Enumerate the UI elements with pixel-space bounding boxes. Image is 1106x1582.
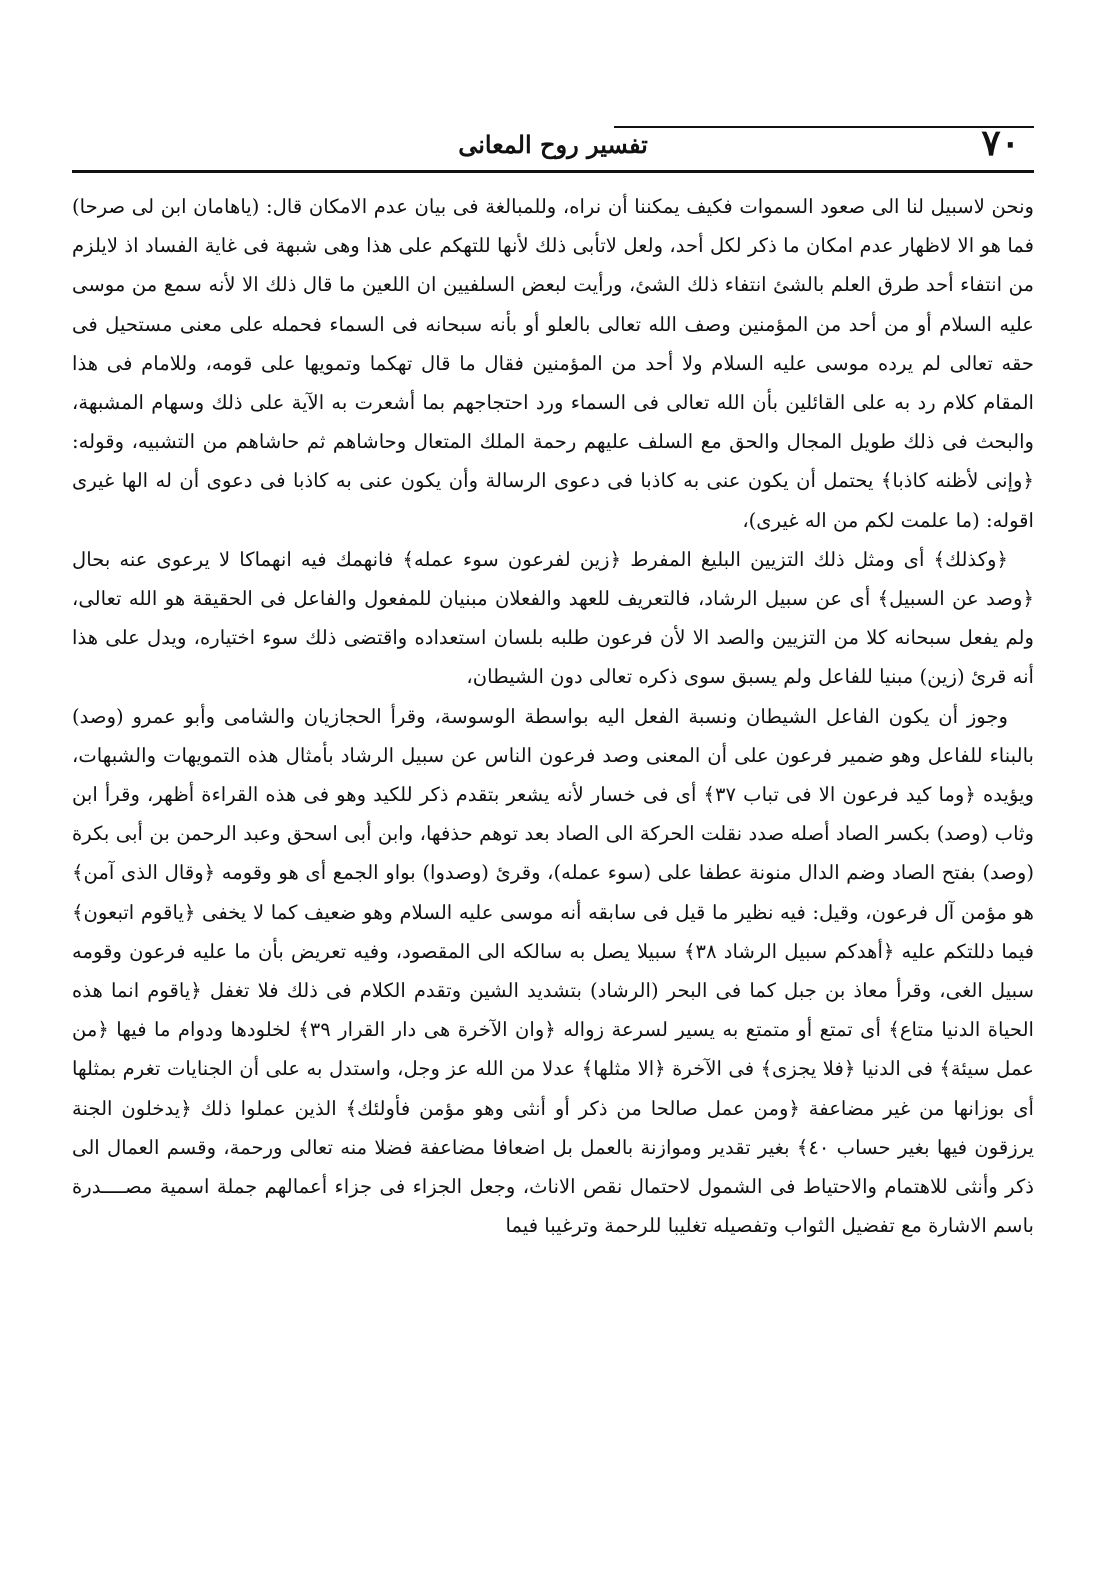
page xyxy=(72,118,1034,1538)
book-title: تفسير روح المعانى xyxy=(458,130,648,159)
paragraph: وجوز أن يكون الفاعل الشيطان ونسبة الفعل اليه بواسطة الوسوسة، وقرأ الحجازيان والشامى وأبو عمرو (وصد) بالبناء للفاعل وهو ضمير فرعون على أن المعنى وصد فرعون الناس عن سبيل الرشاد بأمثال هذه التمويهات والشبهات، ويؤيده ﴿وما كيد فرعون الا فى تباب ٣٧﴾ أى فى خسار لأنه يشعر بتقدم ذكر للكيد وهو فى هذه القراءة أظهر، وقرأ ابن وثاب (وصد) بكسر الصاد أصله صدد نقلت الحركة الى الصاد بعد توهم حذفها، وابن أبى اسحق وعبد الرحمن بن أبى بكرة (وصد) بفتح الصاد وضم الدال منونة عطفا على (سوء عمله)، وقرئ (وصدوا) بواو الجمع أى هو وقومه ﴿وقال الذى آمن﴾ هو مؤمن آل فرعون، وقيل: فيه نظير ما قيل فى سابقه أنه موسى عليه السلام وهو ضعيف كما لا يخفى ﴿ياقوم اتبعون﴾ فيما دللتكم عليه ﴿أهدكم سبيل الرشاد ٣٨﴾ سبيلا يصل به سالكه الى المقصود، وفيه تعريض بأن ما عليه فرعون وقومه سبيل الغى، وقرأ معاذ بن جبل كما فى البحر (الرشاد) بتشديد الشين وتقدم الكلام فى ذلك فلا تغفل ﴿ياقوم انما هذه الحياة الدنيا متاع﴾ أى تمتع أو متمتع به يسير لسرعة زواله ﴿وان الآخرة هى دار القرار ٣٩﴾ لخلودها ودوام ما فيها ﴿من عمل سيئة﴾ فى الدنيا ﴿فلا يجزى﴾ فى الآخرة ﴿الا مثلها﴾ عدلا من الله عز وجل، واستدل به على أن الجنايات تغرم بمثلها أى بوزانها من غير مضاعفة ﴿ومن عمل صالحا من ذكر أو أنثى وهو مؤمن فأولئك﴾ الذين عملوا ذلك ﴿يدخلون الجنة يرزقون فيها بغير حساب ٤٠﴾ بغير تقدير وموازنة بالعمل بل اضعافا مضاعفة فضلا منه تعالى ورحمة، وقسم العمال الى ذكر وأنثى للاهتمام والاحتياط فى الشمول لاحتمال نقص الاناث، وجعل الجزاء فى جزاء أعمالهم جملة اسمية مصــــدرة باسم الاشارة مع تفضيل الثواب وتفصيله تغليبا للرحمة وترغيبا فيما xyxy=(72,704,1035,1238)
page-number: ٧٠ xyxy=(981,122,1020,164)
header-rule xyxy=(614,126,1034,128)
running-head xyxy=(72,118,1034,173)
paragraph: ونحن لاسبيل لنا الى صعود السموات فكيف يمكننا أن نراه، وللمبالغة فى بيان عدم الامكان قال: (ياهامان ابن لى صرحا) فما هو الا لاظهار عدم امكان ما ذكر لكل أحد، ولعل لاتأبى ذلك لأنها للتهكم على هذا وهى شبهة فى غاية الفساد اذ لايلزم من انتفاء أحد طرق العلم بالشئ انتفاء ذلك الشئ، ورأيت لبعض السلفيين ان اللعين ما قال ذلك الا لأنه سمع من موسى عليه السلام أو من أحد من المؤمنين وصف الله تعالى بالعلو أو بأنه سبحانه فى السماء فحمله على معنى مستحيل فى حقه تعالى لم يرده موسى عليه السلام ولا أحد من المؤمنين فقال ما قال تهكما وتمويها على قومه، وللامام فى هذا المقام كلام رد به على القائلين بأن الله تعالى فى السماء ورد احتجاجهم بما أشعرت به الآية على ذلك وسهام المشبهة، والبحث فى ذلك طويل المجال والحق مع السلف عليهم رحمة الملك المتعال وحاشاهم ثم حاشاهم من التشبيه، وقوله: ﴿وإنى لأظنه كاذبا﴾ يحتمل أن يكون عنى به كاذبا فى دعوى الرسالة وأن يكون عنى به كاذبا فى دعوى أن له الها غيرى اقوله: (ما علمت لكم من اله غيرى)، xyxy=(72,195,1034,532)
paragraph: ﴿وكذلك﴾ أى ومثل ذلك التزيين البليغ المفرط ﴿زين لفرعون سوء عمله﴾ فانهمك فيه انهماكا لا يرعوى عنه بحال ﴿وصد عن السبيل﴾ أى عن سبيل الرشاد، فالتعريف للعهد والفعلان مبنيان للمفعول والفاعل فى الحقيقة هو الله تعالى، ولم يفعل سبحانه كلا من التزيين والصد الا لأن فرعون طلبه بلسان استعداده واقتضى ذلك سوء اختياره، ويدل على هذا أنه قرئ (زين) مبنيا للفاعل ولم يسبق سوى ذكره تعالى دون الشيطان، xyxy=(72,547,1034,689)
body-text xyxy=(72,187,1034,1245)
